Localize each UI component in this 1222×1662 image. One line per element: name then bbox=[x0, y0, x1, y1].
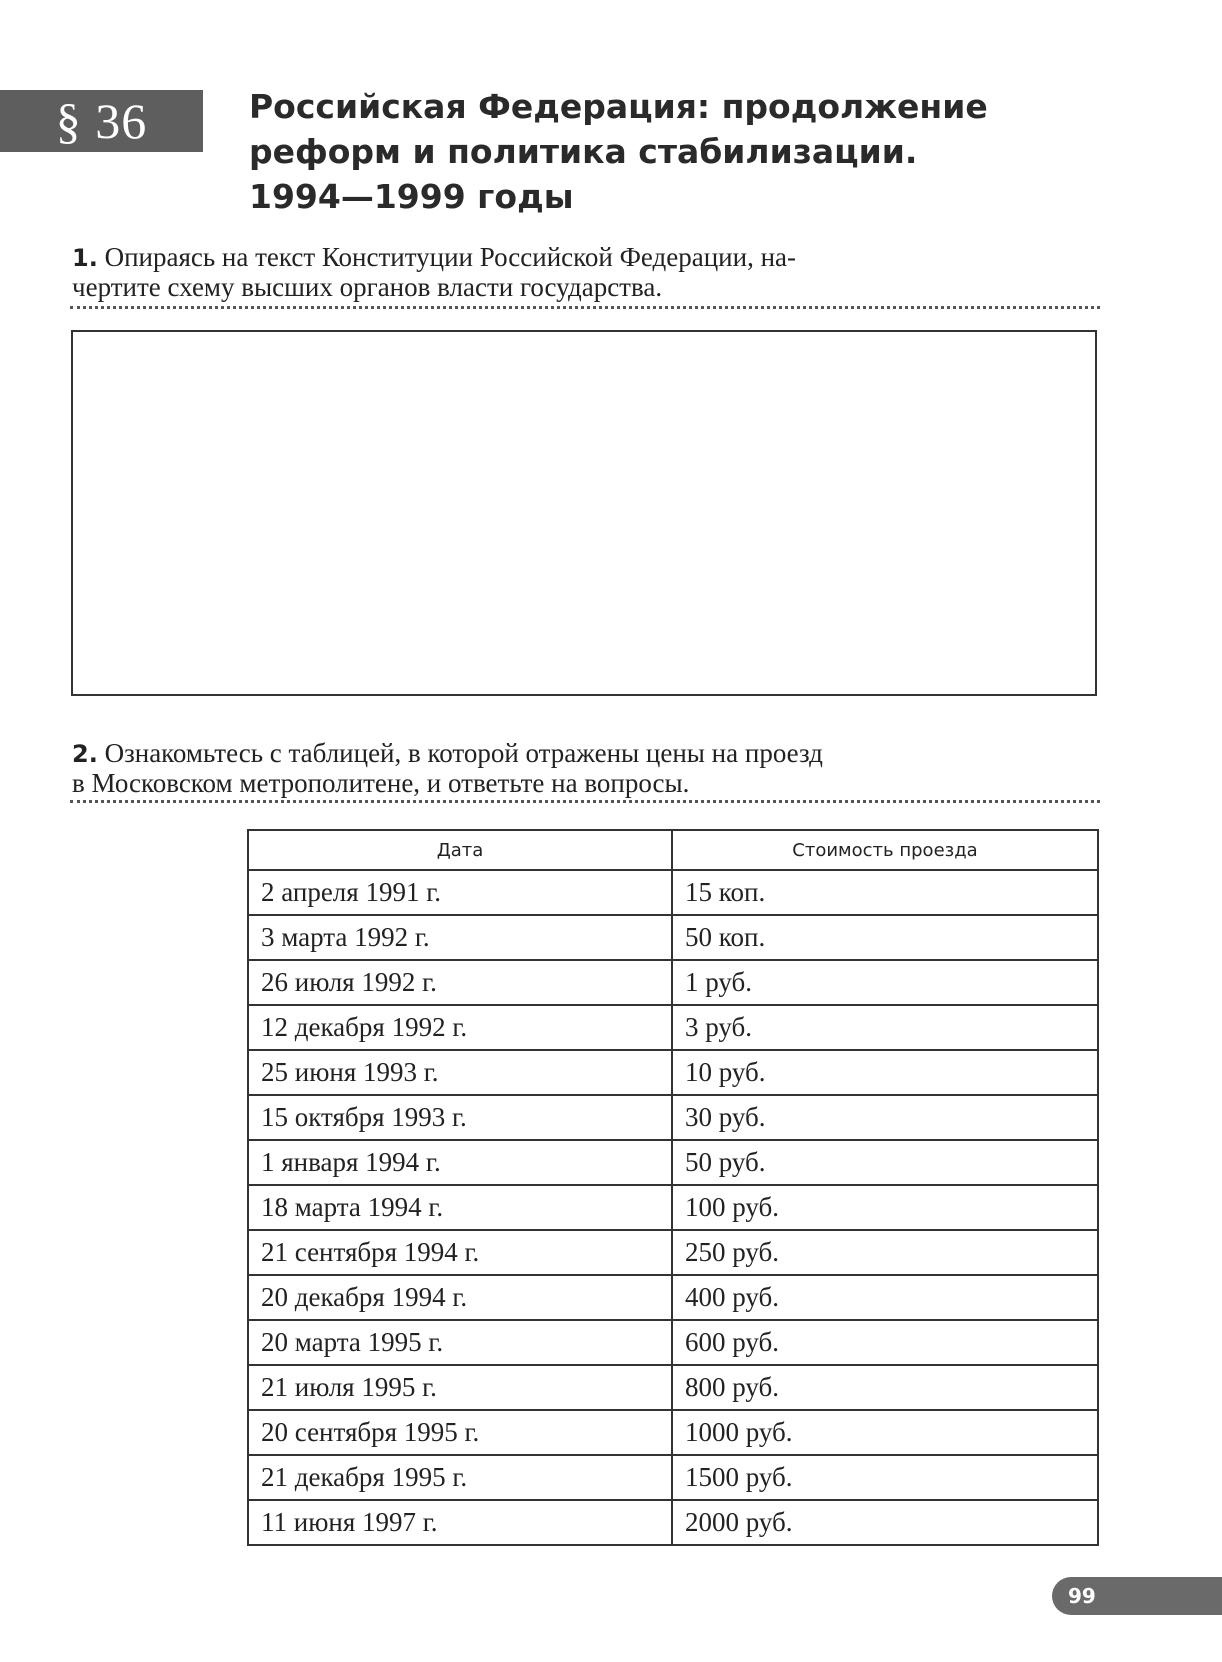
date-cell: 18 марта 1994 г. bbox=[248, 1185, 672, 1230]
title-line: Российская Федерация: продолжение bbox=[249, 87, 988, 126]
date-cell: 21 декабря 1995 г. bbox=[248, 1455, 672, 1500]
date-cell: 20 марта 1995 г. bbox=[248, 1320, 672, 1365]
metro-fare-table bbox=[247, 829, 1099, 1546]
page-title bbox=[249, 84, 1109, 219]
dotted-divider bbox=[70, 800, 1100, 803]
table-row bbox=[248, 1185, 1098, 1230]
column-header-fare: Стоимость проезда bbox=[672, 830, 1098, 870]
table-row bbox=[248, 960, 1098, 1005]
date-cell: 25 июня 1993 г. bbox=[248, 1050, 672, 1095]
task-text: в Московском метрополитене, и ответьте на вопросы. bbox=[72, 768, 690, 798]
table-row bbox=[248, 870, 1098, 915]
fare-cell: 3 руб. bbox=[672, 1005, 1098, 1050]
date-cell: 11 июня 1997 г. bbox=[248, 1500, 672, 1545]
fare-cell: 1500 руб. bbox=[672, 1455, 1098, 1500]
fare-cell: 50 коп. bbox=[672, 915, 1098, 960]
title-line: 1994—1999 годы bbox=[249, 177, 574, 216]
date-cell: 26 июля 1992 г. bbox=[248, 960, 672, 1005]
fare-cell: 400 руб. bbox=[672, 1275, 1098, 1320]
table-row bbox=[248, 1095, 1098, 1140]
table-row bbox=[248, 1410, 1098, 1455]
date-cell: 2 апреля 1991 г. bbox=[248, 870, 672, 915]
fare-cell: 250 руб. bbox=[672, 1230, 1098, 1275]
date-cell: 3 марта 1992 г. bbox=[248, 915, 672, 960]
diagram-answer-box[interactable] bbox=[71, 330, 1097, 696]
date-cell: 20 сентября 1995 г. bbox=[248, 1410, 672, 1455]
table-row bbox=[248, 1140, 1098, 1185]
fare-cell: 50 руб. bbox=[672, 1140, 1098, 1185]
title-line: реформ и политика стабилизации. bbox=[249, 132, 918, 171]
dotted-divider bbox=[70, 306, 1100, 309]
task-number: 2. bbox=[72, 740, 98, 768]
date-cell: 15 октября 1993 г. bbox=[248, 1095, 672, 1140]
date-cell: 21 сентября 1994 г. bbox=[248, 1230, 672, 1275]
section-number-badge: § 36 bbox=[0, 90, 203, 152]
fare-cell: 10 руб. bbox=[672, 1050, 1098, 1095]
fare-cell: 30 руб. bbox=[672, 1095, 1098, 1140]
table-row bbox=[248, 1005, 1098, 1050]
table-row bbox=[248, 1050, 1098, 1095]
task-number: 1. bbox=[72, 244, 98, 272]
date-cell: 12 декабря 1992 г. bbox=[248, 1005, 672, 1050]
table-header-row bbox=[248, 830, 1098, 870]
fare-cell: 2000 руб. bbox=[672, 1500, 1098, 1545]
table-row bbox=[248, 915, 1098, 960]
fare-cell: 800 руб. bbox=[672, 1365, 1098, 1410]
fare-cell: 15 коп. bbox=[672, 870, 1098, 915]
date-cell: 21 июля 1995 г. bbox=[248, 1365, 672, 1410]
task-text: чертите схему высших органов власти государства. bbox=[72, 272, 663, 302]
date-cell: 1 января 1994 г. bbox=[248, 1140, 672, 1185]
task-1-instruction bbox=[72, 243, 1102, 302]
table-row bbox=[248, 1230, 1098, 1275]
table-row bbox=[248, 1455, 1098, 1500]
fare-cell: 100 руб. bbox=[672, 1185, 1098, 1230]
table-row bbox=[248, 1320, 1098, 1365]
fare-cell: 1000 руб. bbox=[672, 1410, 1098, 1455]
task-text: Ознакомьтесь с таблицей, в которой отражены цены на проезд bbox=[97, 738, 823, 768]
fare-cell: 600 руб. bbox=[672, 1320, 1098, 1365]
table-row bbox=[248, 1365, 1098, 1410]
table-row bbox=[248, 1275, 1098, 1320]
table-row bbox=[248, 1500, 1098, 1545]
page-number: 99 bbox=[1052, 1577, 1222, 1615]
date-cell: 20 декабря 1994 г. bbox=[248, 1275, 672, 1320]
fare-cell: 1 руб. bbox=[672, 960, 1098, 1005]
column-header-date: Дата bbox=[248, 830, 672, 870]
task-text: Опираясь на текст Конституции Российской Федерации, на- bbox=[97, 242, 797, 272]
table-body bbox=[248, 870, 1098, 1545]
task-2-instruction bbox=[72, 739, 1102, 798]
